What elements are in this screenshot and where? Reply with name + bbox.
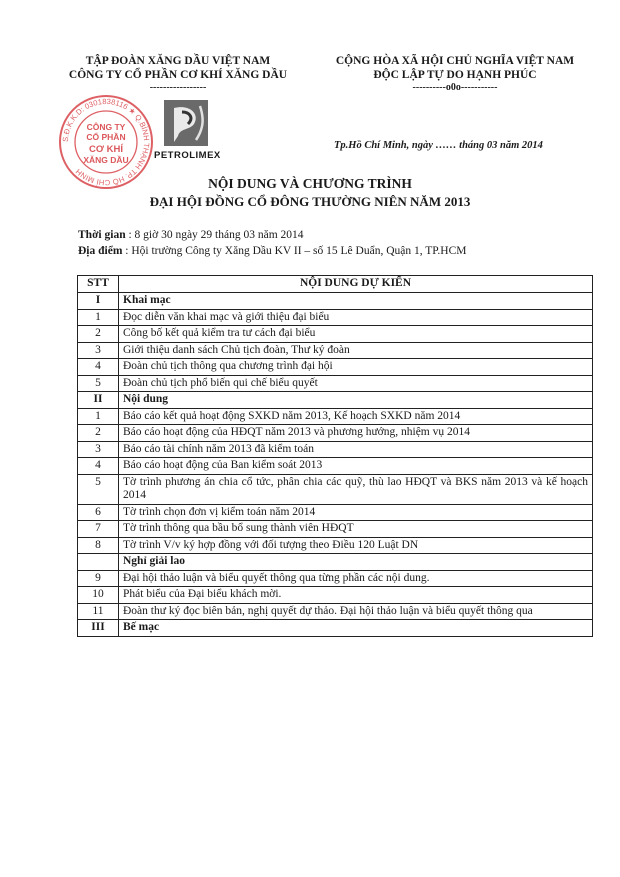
row-number: 2	[78, 425, 119, 442]
row-number: I	[78, 293, 119, 310]
row-content: Báo cáo kết quả hoạt động SXKD năm 2013, Kế hoạch SXKD năm 2014	[119, 408, 593, 425]
agenda-table	[77, 275, 593, 637]
table-row	[78, 603, 593, 620]
row-number: 2	[78, 326, 119, 343]
table-row	[78, 537, 593, 554]
table-row	[78, 504, 593, 521]
header-content: NỘI DUNG DỰ KIẾN	[119, 276, 593, 293]
row-content: Đoàn chủ tịch thông qua chương trình đại hội	[119, 359, 593, 376]
row-number: 6	[78, 504, 119, 521]
row-content: Tờ trình V/v ký hợp đồng với đối tượng theo Điều 120 Luật DN	[119, 537, 593, 554]
row-number: 3	[78, 342, 119, 359]
table-row	[78, 521, 593, 538]
place-label: Địa điểm	[78, 245, 123, 257]
section-row	[78, 620, 593, 637]
row-content: Đoàn chủ tịch phổ biến qui chế biểu quyết	[119, 375, 593, 392]
time-label: Thời gian	[78, 229, 126, 241]
row-content: Nội dung	[119, 392, 593, 409]
company-name: CÔNG TY CỔ PHẦN CƠ KHÍ XĂNG DẦU	[68, 69, 288, 81]
row-content: Công bố kết quả kiểm tra tư cách đại biểu	[119, 326, 593, 343]
stamp-line-2: CỔ PHẦN	[86, 132, 126, 142]
header-stt: STT	[78, 276, 119, 293]
national-motto: ĐỘC LẬP TỰ DO HẠNH PHÚC	[373, 69, 537, 81]
row-content: Đọc diễn văn khai mạc và giới thiệu đại biểu	[119, 309, 593, 326]
table-row	[78, 375, 593, 392]
date-line: Tp.Hồ Chí Minh, ngày …… tháng 03 năm 2014	[334, 140, 543, 151]
national-header	[310, 54, 600, 94]
row-number: 10	[78, 587, 119, 604]
table-row	[78, 342, 593, 359]
stamp-line-4: XĂNG DẦU	[83, 155, 129, 165]
row-content: Đại hội thảo luận và biểu quyết thông qua từng phần các nội dung.	[119, 570, 593, 587]
row-number: 1	[78, 408, 119, 425]
document-title: NỘI DUNG VÀ CHƯƠNG TRÌNH	[208, 176, 412, 191]
row-content: Đoàn thư ký đọc biên bản, nghị quyết dự thảo. Đại hội thảo luận và biểu quyết thông qua	[119, 603, 593, 620]
table-row	[78, 326, 593, 343]
row-content: Khai mạc	[119, 293, 593, 310]
row-content: Phát biểu của Đại biểu khách mời.	[119, 587, 593, 604]
row-content: Bế mạc	[119, 620, 593, 637]
row-number: II	[78, 392, 119, 409]
stamp-line-3: CƠ KHÍ	[89, 144, 123, 155]
table-row	[78, 570, 593, 587]
section-row	[78, 293, 593, 310]
place-value: : Hội trường Công ty Xăng Dầu KV II – số 15 Lê Duẩn, Quận 1, TP.HCM	[125, 245, 467, 257]
row-content: Báo cáo tài chính năm 2013 đã kiểm toán	[119, 441, 593, 458]
logo-text: PETROLIMEX	[154, 150, 221, 161]
table-row	[78, 458, 593, 475]
table-row	[78, 474, 593, 504]
row-content: Tờ trình phương án chia cổ tức, phân chia các quỹ, thù lao HĐQT và BKS năm 2013 và kế hoạch 2014	[119, 474, 593, 504]
row-content: Báo cáo hoạt động của HĐQT năm 2013 và phương hướng, nhiệm vụ 2014	[119, 425, 593, 442]
row-content: Tờ trình thông qua bầu bổ sung thành viên HĐQT	[119, 521, 593, 538]
table-row	[78, 408, 593, 425]
table-row	[78, 425, 593, 442]
country-name: CỘNG HÒA XÃ HỘI CHỦ NGHĨA VIỆT NAM	[335, 55, 575, 67]
row-number: 1	[78, 309, 119, 326]
row-number: 5	[78, 474, 119, 504]
document-subtitle: ĐẠI HỘI ĐỒNG CỔ ĐÔNG THƯỜNG NIÊN NĂM 2013	[149, 194, 471, 209]
stamp-ring-text: S.Đ.K.K.D: 0301838116 ★ Q.BÌNH THẠNH TP. HỒ CHÍ MINH	[60, 96, 152, 188]
row-number: 3	[78, 441, 119, 458]
row-content: Báo cáo hoạt động của Ban kiểm soát 2013	[119, 458, 593, 475]
table-row	[78, 359, 593, 376]
section-row	[78, 554, 593, 571]
row-number: 11	[78, 603, 119, 620]
meeting-time	[78, 229, 304, 241]
row-number: 9	[78, 570, 119, 587]
row-number: 8	[78, 537, 119, 554]
row-number: 7	[78, 521, 119, 538]
table-row	[78, 309, 593, 326]
time-value: : 8 giờ 30 ngày 29 tháng 03 năm 2014	[128, 229, 304, 241]
meeting-place	[78, 245, 467, 257]
row-number	[78, 554, 119, 571]
row-number: 4	[78, 458, 119, 475]
stamp-line-1: CÔNG TY	[86, 122, 126, 132]
table-row	[78, 587, 593, 604]
table-header-row	[78, 276, 593, 293]
row-content: Nghỉ giải lao	[119, 554, 593, 571]
row-content: Giới thiệu danh sách Chủ tịch đoàn, Thư ký đoàn	[119, 342, 593, 359]
group-name: TẬP ĐOÀN XĂNG DẦU VIỆT NAM	[85, 55, 271, 67]
left-divider: -----------------	[149, 82, 207, 93]
row-number: 5	[78, 375, 119, 392]
row-number: 4	[78, 359, 119, 376]
right-divider: ----------o0o-----------	[412, 82, 498, 93]
section-row	[78, 392, 593, 409]
company-header	[48, 54, 308, 94]
table-row	[78, 441, 593, 458]
row-content: Tờ trình chọn đơn vị kiểm toán năm 2014	[119, 504, 593, 521]
petrolimex-logo-icon	[160, 98, 218, 156]
row-number: III	[78, 620, 119, 637]
